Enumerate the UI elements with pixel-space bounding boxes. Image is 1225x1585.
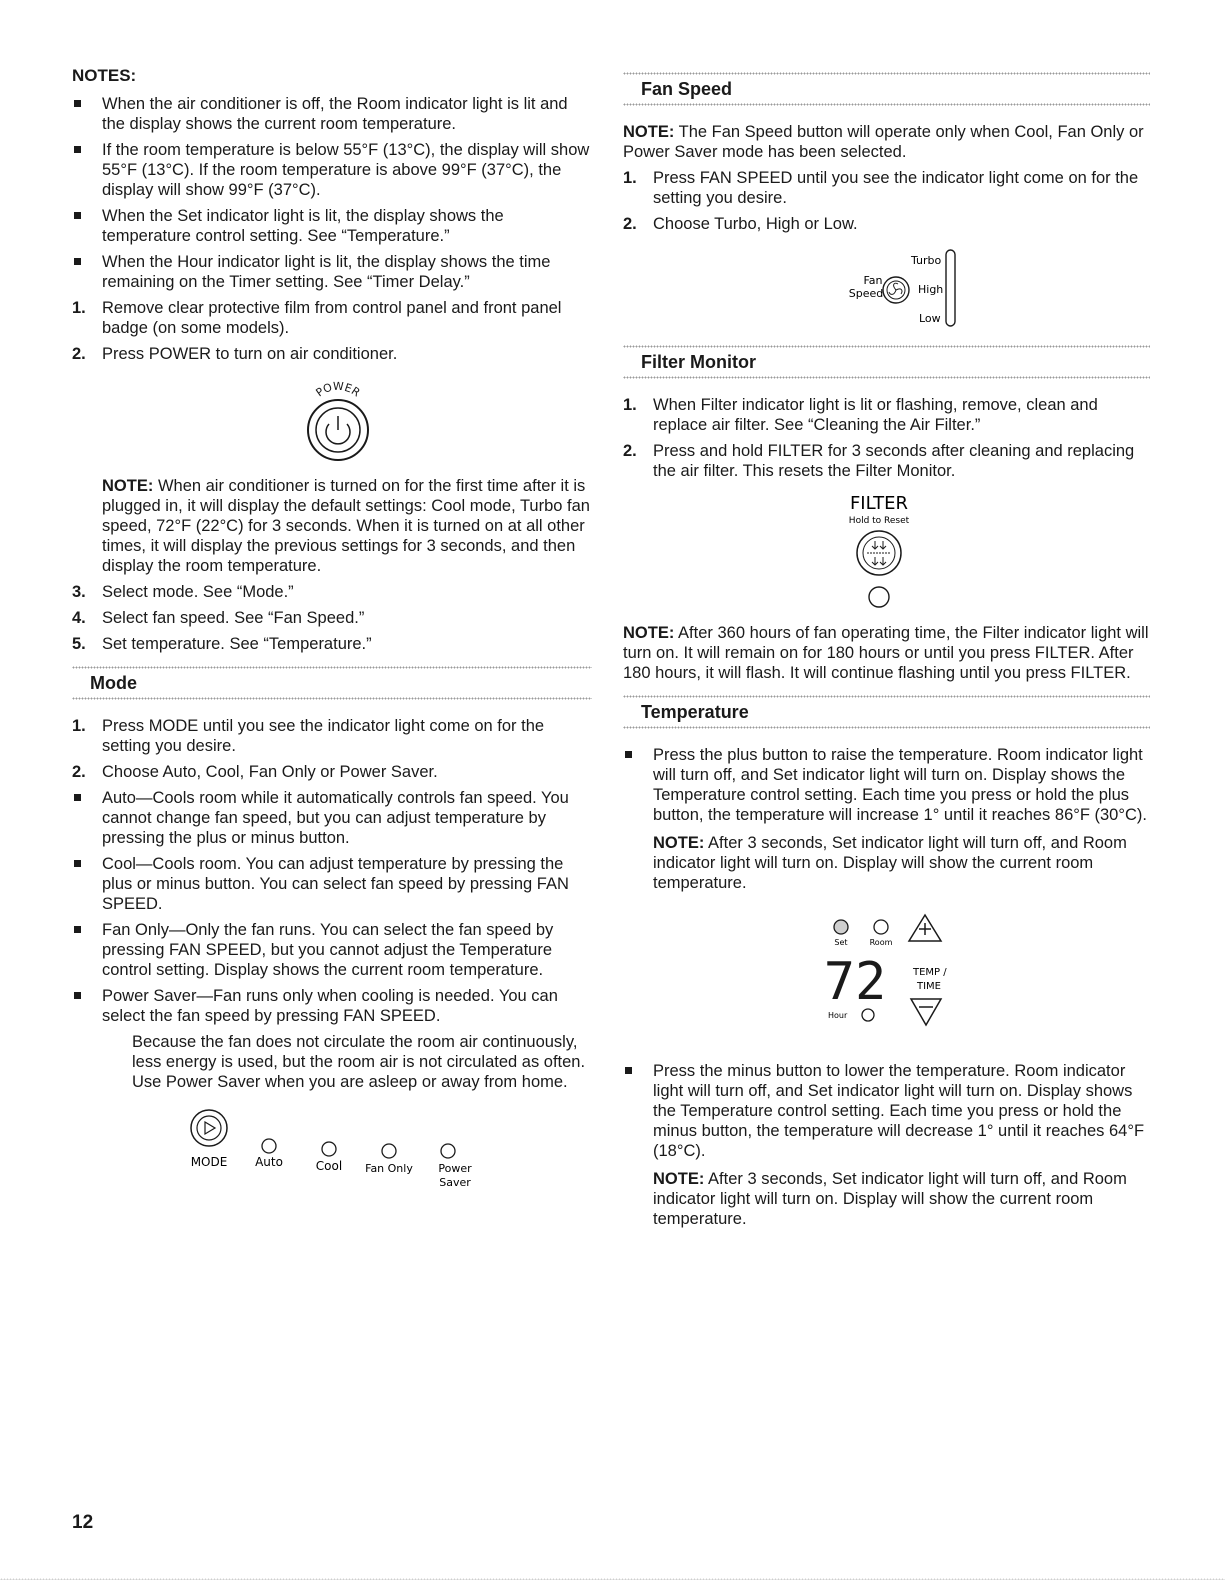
mode-steps xyxy=(72,716,592,782)
mode-label: MODE xyxy=(190,1155,228,1169)
temperature-section-header xyxy=(623,689,1150,735)
step-number: 1. xyxy=(72,717,86,735)
fan-speed-section-header xyxy=(623,66,1150,112)
note-label: NOTE: xyxy=(623,624,675,642)
cool-label: Cool xyxy=(315,1159,343,1173)
divider xyxy=(623,345,1150,348)
steps-list-b xyxy=(72,582,592,654)
step-number: 1. xyxy=(72,299,86,317)
note-text: After 3 seconds, Set indicator light will turn off, and Room indicator light will turn on. Display will show the current room temperature. xyxy=(653,1170,1127,1228)
divider xyxy=(623,103,1150,106)
filter-section-header xyxy=(623,339,1150,385)
step-number: 5. xyxy=(72,635,86,653)
mode-panel-figure xyxy=(72,1106,592,1201)
room-indicator xyxy=(874,920,888,934)
divider xyxy=(623,72,1150,75)
notes-item: When the Set indicator light is lit, the display shows the temperature control setting. See “Temperature.” xyxy=(72,206,592,246)
step-number: 3. xyxy=(72,583,86,601)
step-number: 1. xyxy=(623,396,637,414)
step-text: Select fan speed. See “Fan Speed.” xyxy=(102,609,365,627)
minus-text: Press the minus button to lower the temperature. Room indicator light will turn off, and Set indicator light will turn on. Display shows the Temperature control setting. Each time you press or hold the minus button, the temperature will decrease 1° until it reaches 64°F (18°C). xyxy=(653,1062,1145,1160)
temperature-panel-figure xyxy=(623,901,1150,1061)
room-label: Room xyxy=(869,938,893,947)
step-item xyxy=(623,441,1150,481)
temperature-minus-item xyxy=(623,1061,1150,1229)
note-label: NOTE: xyxy=(653,834,705,852)
mode-section-header xyxy=(72,660,592,706)
mode-option: Auto—Cools room while it automatically controls fan speed. You cannot change fan speed, but you can adjust temperature by pressing the plus or minus button. xyxy=(72,788,592,848)
step-item xyxy=(72,716,592,756)
step-text: Press and hold FILTER for 3 seconds after cleaning and replacing the air filter. This resets the Filter Monitor. xyxy=(653,442,1135,480)
step-text: Press POWER to turn on air conditioner. xyxy=(102,345,398,363)
temperature-list-minus xyxy=(623,1061,1150,1229)
step-number: 1. xyxy=(623,169,637,187)
divider xyxy=(623,726,1150,729)
svg-text:POWER xyxy=(313,380,362,400)
mode-option: Power Saver—Fan runs only when cooling is needed. You can select the fan speed by pressing FAN SPEED. xyxy=(72,986,592,1026)
right-column xyxy=(623,66,1150,1235)
mode-panel xyxy=(72,1106,592,1201)
step-item xyxy=(623,395,1150,435)
step-item xyxy=(623,214,1150,234)
note-text: After 3 seconds, Set indicator light will turn off, and Room indicator light will turn on. Display will show the current room temperature. xyxy=(653,834,1127,892)
step-text: Choose Turbo, High or Low. xyxy=(653,215,858,233)
filter-panel-sub: Hold to Reset xyxy=(848,516,910,526)
divider xyxy=(72,697,592,700)
page-number: 12 xyxy=(72,1512,94,1533)
step-number: 2. xyxy=(72,763,86,781)
note-text: The Fan Speed button will operate only when Cool, Fan Only or Power Saver mode has been selected. xyxy=(623,123,1144,161)
step-item xyxy=(72,762,592,782)
notes-item: When the air conditioner is off, the Room indicator light is lit and the display shows the current room temperature. xyxy=(72,94,592,134)
set-indicator xyxy=(834,920,848,934)
fan-only-indicator xyxy=(382,1144,396,1158)
step-number: 2. xyxy=(623,215,637,233)
fan-speed-steps xyxy=(623,168,1150,234)
mode-option: Fan Only—Only the fan runs. You can select the fan speed by pressing FAN SPEED, but you cannot adjust the Temperature control setting. Display shows the current room temperature. xyxy=(72,920,592,980)
filter-panel-title: FILTER xyxy=(849,493,909,514)
auto-indicator xyxy=(262,1139,276,1153)
power-saver-detail: Because the fan does not circulate the room air continuously, less energy is used, but the room air is not circulated as often. Use Power Saver when you are asleep or away from home. xyxy=(132,1033,586,1091)
step-item xyxy=(72,582,592,602)
temperature-title: Temperature xyxy=(641,702,749,722)
cool-indicator xyxy=(322,1142,336,1156)
power-label: POWER xyxy=(313,379,363,400)
temp-time-label: TEMP / xyxy=(913,967,947,978)
notes-list xyxy=(72,94,592,292)
filter-panel-figure xyxy=(623,487,1150,617)
filter-title: Filter Monitor xyxy=(641,352,756,372)
time-label: TIME xyxy=(917,981,942,992)
power-label-panel: Power xyxy=(438,1162,472,1175)
note-label: NOTE: xyxy=(653,1170,705,1188)
turbo-label: Turbo xyxy=(911,254,942,267)
speed-indicator-bar xyxy=(946,250,955,326)
fan-only-label: Fan Only xyxy=(365,1162,413,1175)
note-text: When air conditioner is turned on for the first time after it is plugged in, it will display the default settings: Cool mode, Turbo fan speed, 72°F (22°C) for 3 seconds. When it is turned on at all other times, it will display the previous settings for 3 seconds, and then display the room temperature. xyxy=(102,477,590,575)
hour-label: Hour xyxy=(828,1011,848,1020)
temperature-note-2 xyxy=(653,1169,1150,1229)
step-item xyxy=(72,344,592,364)
notes-title: NOTES: xyxy=(72,66,137,85)
fan-speed-note xyxy=(623,122,1150,162)
step-text: Choose Auto, Cool, Fan Only or Power Saver. xyxy=(102,763,438,781)
power-icon xyxy=(72,370,592,470)
mode-option: Cool—Cools room. You can adjust temperature by pressing the plus or minus button. You can select fan speed by pressing FAN SPEED. xyxy=(72,854,592,914)
step-item xyxy=(72,298,592,338)
filter-indicator xyxy=(869,587,889,607)
steps-list-a xyxy=(72,298,592,364)
low-label: Low xyxy=(919,312,941,325)
speed-label: Speed xyxy=(848,287,884,300)
fan-speed-title: Fan Speed xyxy=(641,79,733,99)
step-text: When Filter indicator light is lit or flashing, remove, clean and replace air filter. See “Cleaning the Air Filter.” xyxy=(653,396,1098,434)
step-text: Press MODE until you see the indicator light come on for the setting you desire. xyxy=(102,717,545,755)
step-text: Press FAN SPEED until you see the indicator light come on for the setting you desire. xyxy=(653,169,1139,207)
filter-note xyxy=(623,623,1150,683)
step-text: Set temperature. See “Temperature.” xyxy=(102,635,372,653)
note-label: NOTE: xyxy=(102,477,154,495)
step-item xyxy=(623,168,1150,208)
minus-button-icon[interactable] xyxy=(911,999,941,1025)
saver-label: Saver xyxy=(439,1176,471,1189)
fan-speed-panel-figure xyxy=(623,240,1150,335)
mode-options-list xyxy=(72,788,592,1026)
fan-speed-panel xyxy=(623,240,1150,335)
temperature-note xyxy=(653,833,1150,893)
divider xyxy=(623,695,1150,698)
set-label: Set xyxy=(834,938,848,947)
temperature-display: 72 xyxy=(823,952,887,1012)
power-button-figure xyxy=(72,370,592,470)
filter-panel xyxy=(623,487,1150,617)
bottom-divider xyxy=(0,1578,1225,1580)
notes-item: If the room temperature is below 55°F (13°C), the display will show 55°F (13°C). If the room temperature is above 99°F (37°C), the display will show 99°F (37°C). xyxy=(72,140,592,200)
divider xyxy=(623,376,1150,379)
step-number: 2. xyxy=(72,345,86,363)
step-item xyxy=(72,634,592,654)
step-item xyxy=(72,608,592,628)
fan-label: Fan xyxy=(863,274,883,287)
divider xyxy=(72,666,592,669)
note-text: After 360 hours of fan operating time, the Filter indicator light will turn on. It will remain on for 180 hours or until you press FILTER. After 180 hours, it will flash. It will continue flashing until you press FILTER. xyxy=(623,624,1149,682)
notes-item: When the Hour indicator light is lit, the display shows the time remaining on the Timer setting. See “Timer Delay.” xyxy=(72,252,592,292)
mode-title: Mode xyxy=(90,673,137,693)
high-label: High xyxy=(918,283,944,296)
plus-text: Press the plus button to raise the temperature. Room indicator light will turn off, and Set indicator light will turn on. Display shows the Temperature control setting. Each time you press or hold the plus button, the temperature will increase 1° until it reaches 86°F (30°C). xyxy=(653,746,1147,824)
auto-label: Auto xyxy=(255,1155,283,1169)
note-label: NOTE: xyxy=(623,123,675,141)
filter-steps xyxy=(623,395,1150,481)
temperature-panel xyxy=(623,901,1150,1061)
step-number: 4. xyxy=(72,609,86,627)
temperature-list-plus xyxy=(623,745,1150,893)
step-text: Remove clear protective film from control panel and front panel badge (on some models). xyxy=(102,299,562,337)
power-note xyxy=(102,476,592,576)
step-text: Select mode. See “Mode.” xyxy=(102,583,294,601)
temperature-plus-item xyxy=(623,745,1150,893)
left-column xyxy=(72,60,592,1201)
step-number: 2. xyxy=(623,442,637,460)
power-saver-indicator xyxy=(441,1144,455,1158)
